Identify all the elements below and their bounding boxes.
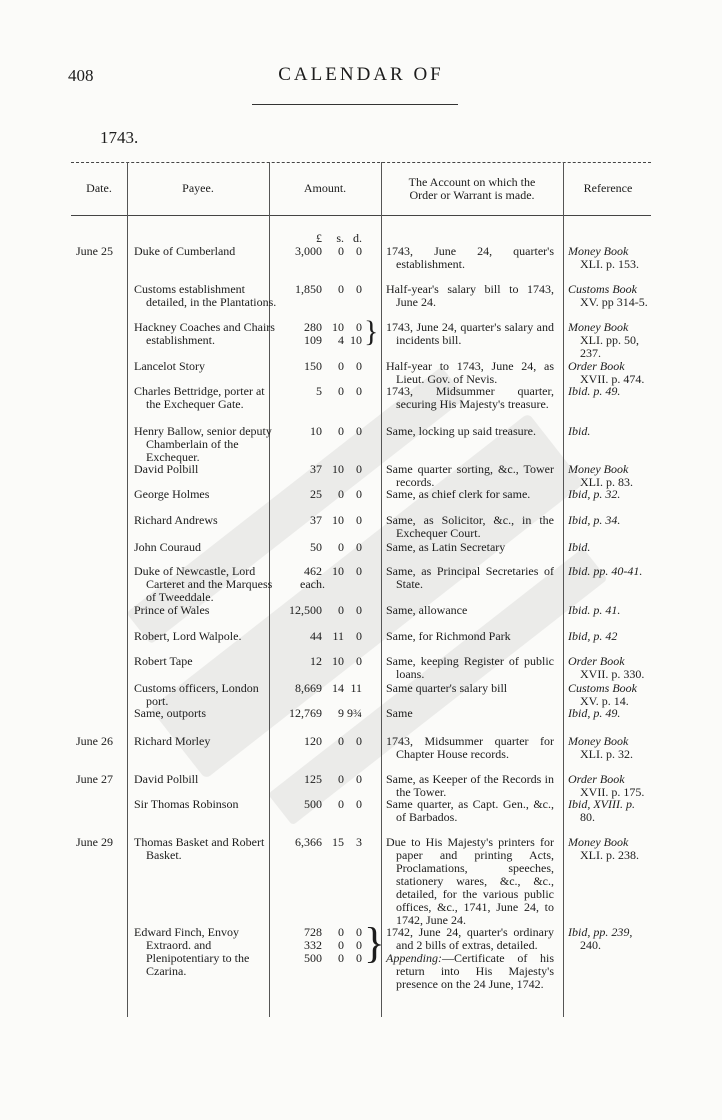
amount-cell [276, 707, 376, 720]
date-cell: June 25 [76, 244, 113, 258]
account-text: Same, as Principal Secretaries of State. [386, 564, 554, 591]
pounds-value: 12,500 [289, 603, 322, 617]
account-text: Same, as Keeper of the Records in the Tower. [386, 772, 554, 799]
reference-cell [568, 463, 656, 489]
amount-line [276, 707, 376, 720]
pence-value: 0 [356, 513, 362, 527]
pence-value: 0 [356, 629, 362, 643]
amount-line [276, 565, 376, 578]
pence-value: 0 [356, 244, 362, 258]
account-text: Same quarter sorting, &c., Tower records. [386, 462, 554, 489]
pence-value: 0 [356, 487, 362, 501]
payee-cell: Richard Morley [134, 734, 211, 748]
pounds-value: 10 [310, 424, 322, 438]
reference-cell [568, 604, 656, 617]
amount-note: each. [300, 577, 325, 591]
shillings-value: 0 [338, 603, 344, 617]
payee-cell: Same, outports [134, 706, 206, 720]
amount-cell [276, 385, 376, 398]
appending-note [386, 952, 554, 991]
reference-cell [568, 926, 656, 952]
reference-cell [568, 283, 656, 309]
running-title: CALENDAR OF [278, 64, 444, 85]
reference-page: XV. p. 14. [580, 694, 629, 708]
account-text: 1743, Midsummer quarter, securing His Majesty's treasure. [386, 384, 554, 411]
reference-cell [568, 245, 656, 271]
amount-line [276, 655, 376, 668]
reference-book: Money Book [568, 320, 629, 334]
account-text: 1742, June 24, quarter's ordinary and 2 bills of extras, detailed. [386, 925, 554, 952]
shillings-value: 10 [332, 564, 344, 578]
reference-cell [568, 798, 656, 824]
column-divider [127, 162, 128, 1017]
pounds-value: 728 [304, 925, 322, 939]
account-cell [386, 926, 554, 991]
amount-cell [276, 655, 376, 668]
shillings-value: 0 [338, 384, 344, 398]
account-text: Same, keeping Register of public loans. [386, 654, 554, 681]
table-header-rule [71, 215, 651, 216]
reference-cell [568, 836, 656, 862]
amount-cell [276, 926, 376, 965]
pounds-value: 500 [304, 797, 322, 811]
pounds-value: 462 [304, 564, 322, 578]
reference-cell [568, 565, 656, 578]
amount-cell [276, 283, 376, 296]
pence-value: 0 [356, 540, 362, 554]
pence-value: 0 [356, 282, 362, 296]
pounds-value: 37 [310, 462, 322, 476]
pounds-value: 50 [310, 540, 322, 554]
pounds-value: 8,669 [295, 681, 322, 695]
appending-text: —Certificate of his return into His Majesty's presence on the 24 June, 1742. [396, 951, 554, 991]
account-cell [386, 655, 554, 681]
amount-cell [276, 604, 376, 617]
amount-cell [276, 735, 376, 748]
shillings-value: 0 [338, 487, 344, 501]
reference-page: XLI. p. 153. [580, 257, 639, 271]
reference-page: XVII. p. 175. [580, 785, 645, 799]
shillings-value: 0 [338, 951, 344, 965]
brace-mark: } [364, 920, 385, 967]
pence-value: 0 [356, 772, 362, 786]
pounds-value: 6,366 [295, 835, 322, 849]
payee-cell: George Holmes [134, 487, 210, 501]
reference-book: Order Book [568, 772, 625, 786]
header-account-line-1: The Account on which the [408, 174, 536, 189]
account-text: Same, as Latin Secretary [386, 540, 506, 554]
reference-cell [568, 425, 656, 438]
shillings-value: 0 [338, 938, 344, 952]
column-divider [381, 162, 382, 1017]
reference-cell [568, 514, 656, 527]
amount-cell [276, 836, 376, 849]
pence-value: 0 [356, 951, 362, 965]
amount-line [276, 360, 376, 373]
shillings-value: 10 [332, 462, 344, 476]
pounds-value: 12 [310, 654, 322, 668]
amount-line [276, 385, 376, 398]
shillings-value: 0 [338, 734, 344, 748]
account-cell [386, 735, 554, 761]
shillings-value: 0 [338, 359, 344, 373]
pence-value: 0 [356, 384, 362, 398]
amount-cell [276, 245, 376, 258]
pounds-value: 1,850 [295, 282, 322, 296]
amount-cell [276, 321, 376, 347]
account-cell [386, 798, 554, 824]
pence-value: 0 [356, 462, 362, 476]
pence-value: 3 [356, 835, 362, 849]
account-text: 1743, June 24, quarter's salary and incidents bill. [386, 320, 554, 347]
amount-line [276, 952, 376, 965]
page-number: 408 [68, 66, 94, 85]
pounds-value: 150 [304, 359, 322, 373]
pence-value: 0 [356, 925, 362, 939]
reference-cell [568, 707, 656, 720]
shillings-value: 0 [338, 925, 344, 939]
payee-cell: Richard Andrews [134, 513, 218, 527]
reference-book: Order Book [568, 359, 625, 373]
reference-cell [568, 488, 656, 501]
pence-value: 11 [350, 681, 362, 695]
pounds-value: 37 [310, 513, 322, 527]
title-rule [252, 104, 458, 105]
column-divider [563, 162, 564, 1017]
header-payee: Payee. [182, 181, 214, 195]
shillings-value: 9 [338, 706, 344, 720]
reference-book: Ibid. [568, 540, 591, 554]
reference-book: Ibid, p. 32. [568, 487, 621, 501]
amount-cell [276, 630, 376, 643]
pounds-value: 12,769 [289, 706, 322, 720]
account-text: Half-year to 1743, June 24, as Lieut. Gov. of Nevis. [386, 359, 554, 386]
pounds-value: 120 [304, 734, 322, 748]
pence-value: 0 [356, 797, 362, 811]
account-cell [386, 541, 554, 554]
account-cell [386, 425, 554, 438]
pounds-value: 109 [304, 333, 322, 347]
pounds-value: 500 [304, 951, 322, 965]
pence-value: 10 [350, 333, 362, 347]
pence-value: 0 [356, 564, 362, 578]
date-cell: June 27 [76, 772, 113, 786]
amount-cell [276, 425, 376, 438]
payee-cell: Henry Ballow, senior deputy Chamberlain of the Exchequer. [134, 424, 272, 464]
reference-page: XLI. p. 32. [580, 747, 633, 761]
brace-mark: } [364, 315, 379, 348]
payee-cell: Hackney Coaches and Chairs establishment. [134, 320, 275, 347]
payee-cell: Customs officers, London port. [134, 681, 259, 708]
header-account [381, 162, 563, 215]
header-date: Date. [86, 181, 112, 195]
shillings-value: 10 [332, 513, 344, 527]
reference-book: Ibid, XVIII. p. [568, 797, 635, 811]
amount-line [276, 425, 376, 438]
payee-cell: Lancelot Story [134, 359, 205, 373]
reference-book: Customs Book [568, 681, 637, 695]
pounds-unit: £ [316, 231, 322, 245]
reference-cell [568, 682, 656, 708]
shillings-value: 10 [332, 654, 344, 668]
pence-value: 0 [356, 359, 362, 373]
reference-book: Money Book [568, 734, 629, 748]
pence-value: 0 [356, 320, 362, 334]
payee-cell: Prince of Wales [134, 603, 210, 617]
shillings-value: 0 [338, 797, 344, 811]
account-cell [386, 385, 554, 411]
shillings-value: 14 [332, 681, 344, 695]
pounds-value: 280 [304, 320, 322, 334]
shillings-value: 0 [338, 772, 344, 786]
account-text: Same [386, 706, 413, 720]
account-text: Half-year's salary bill to 1743, June 24. [386, 282, 554, 309]
reference-cell [568, 735, 656, 761]
pounds-value: 125 [304, 772, 322, 786]
reference-book: Ibid. pp. 40-41. [568, 564, 643, 578]
reference-page: XLI. pp. 50, 237. [580, 333, 639, 360]
date-cell: June 26 [76, 734, 113, 748]
reference-book: Ibid. p. 41. [568, 603, 621, 617]
shillings-value: 4 [338, 333, 344, 347]
reference-book: Ibid, p. 42 [568, 629, 618, 643]
pence-value: 0 [356, 603, 362, 617]
payee-cell: David Polbill [134, 772, 199, 786]
reference-book: Order Book [568, 654, 625, 668]
reference-book: Ibid. p. 49. [568, 384, 621, 398]
reference-cell [568, 630, 656, 643]
shillings-value: 0 [338, 424, 344, 438]
account-cell [386, 245, 554, 271]
amount-line [276, 836, 376, 849]
reference-page: XLI. p. 83. [580, 475, 633, 489]
amount-line [276, 773, 376, 786]
account-text: Same, allowance [386, 603, 468, 617]
reference-page: XVII. p. 330. [580, 667, 645, 681]
account-text: Same quarter, as Capt. Gen., &c., of Barbados. [386, 797, 554, 824]
appending-label: Appending: [386, 951, 442, 965]
amount-line [276, 488, 376, 501]
reference-page: 80. [580, 810, 595, 824]
account-cell [386, 321, 554, 347]
amount-line [276, 514, 376, 527]
payee-cell: Robert, Lord Walpole. [134, 629, 242, 643]
account-cell [386, 604, 554, 617]
pounds-value: 332 [304, 938, 322, 952]
shillings-value: 10 [332, 320, 344, 334]
account-cell [386, 514, 554, 540]
payee-cell: Thomas Basket and Robert Basket. [134, 835, 265, 862]
amount-line [276, 541, 376, 554]
payee-cell: Duke of Newcastle, Lord Carteret and the Marquess of Tweeddale. [134, 564, 273, 604]
account-cell [386, 463, 554, 489]
header-amount: Amount. [303, 181, 347, 195]
payee-cell: John Couraud [134, 540, 201, 554]
reference-book: Ibid, pp. 239, [568, 925, 633, 939]
amount-cell [276, 682, 376, 695]
pence-value: 0 [356, 938, 362, 952]
reference-book: Ibid, p. 34. [568, 513, 621, 527]
amount-line [276, 604, 376, 617]
amount-line [276, 245, 376, 258]
account-cell [386, 773, 554, 799]
account-text: Same quarter's salary bill [386, 681, 508, 695]
account-cell [386, 283, 554, 309]
account-text: 1743, June 24, quarter's establishment. [386, 244, 554, 271]
amount-cell [276, 565, 376, 591]
pence-value: 0 [356, 734, 362, 748]
reference-book: Money Book [568, 244, 629, 258]
account-text: Same, for Richmond Park [386, 629, 511, 643]
reference-book: Customs Book [568, 282, 637, 296]
pounds-value: 25 [310, 487, 322, 501]
shillings-value: 0 [338, 244, 344, 258]
shillings-value: 15 [332, 835, 344, 849]
shillings-value: 0 [338, 540, 344, 554]
amount-line [276, 463, 376, 476]
pounds-value: 3,000 [295, 244, 322, 258]
payee-cell: Duke of Cumberland [134, 244, 236, 258]
amount-cell [276, 773, 376, 786]
reference-book: Money Book [568, 462, 629, 476]
account-cell [386, 360, 554, 386]
payee-cell: Robert Tape [134, 654, 193, 668]
account-cell [386, 836, 554, 927]
amount-cell [276, 514, 376, 527]
shillings-unit: s. [336, 231, 344, 245]
year-heading: 1743. [100, 128, 139, 147]
pence-value: 0 [356, 424, 362, 438]
account-cell [386, 630, 554, 643]
reference-page: XV. pp 314-5. [580, 295, 648, 309]
reference-cell [568, 385, 656, 398]
reference-book: Ibid, p. 49. [568, 706, 621, 720]
payee-cell: Edward Finch, Envoy Extraord. and Plenipotentiary to the Czarina. [134, 925, 250, 978]
shillings-value: 0 [338, 282, 344, 296]
amount-line [276, 283, 376, 296]
pence-value: 0 [356, 654, 362, 668]
amount-line [276, 682, 376, 695]
reference-cell [568, 655, 656, 681]
amount-line [276, 334, 376, 347]
amount-cell [276, 360, 376, 373]
pence-unit: d. [353, 231, 362, 245]
shillings-value: 11 [332, 629, 344, 643]
account-text: Same, as Solicitor, &c., in the Exchequer Court. [386, 513, 554, 540]
reference-page: XLI. p. 238. [580, 848, 639, 862]
payee-cell: Charles Bettridge, porter at the Exchequer Gate. [134, 384, 265, 411]
amount-line [276, 735, 376, 748]
pence-value: 9¾ [347, 706, 362, 720]
reference-cell [568, 773, 656, 799]
reference-page: 240. [580, 938, 601, 952]
date-cell: June 29 [76, 835, 113, 849]
reference-cell [568, 541, 656, 554]
amount-cell [276, 463, 376, 476]
account-cell [386, 682, 554, 695]
reference-book: Money Book [568, 835, 629, 849]
account-cell [386, 707, 554, 720]
header-reference: Reference [583, 181, 633, 195]
payee-cell: Customs establishment detailed, in the Plantations. [134, 282, 277, 309]
reference-book: Ibid. [568, 424, 591, 438]
account-cell [386, 565, 554, 591]
account-cell [386, 488, 554, 501]
amount-line [276, 798, 376, 811]
reference-cell [568, 360, 656, 386]
account-text: Same, as chief clerk for same. [386, 487, 531, 501]
account-text: Same, locking up said treasure. [386, 424, 536, 438]
reference-cell [568, 321, 656, 360]
amount-cell [276, 541, 376, 554]
amount-cell [276, 798, 376, 811]
reference-page: XVII. p. 474. [580, 372, 645, 386]
header-account-line-2: Order or Warrant is made. [409, 187, 535, 202]
pounds-value: 44 [310, 629, 322, 643]
payee-cell: David Polbill [134, 462, 199, 476]
pounds-value: 5 [316, 384, 322, 398]
amount-line [276, 630, 376, 643]
payee-cell: Sir Thomas Robinson [134, 797, 239, 811]
amount-cell [276, 488, 376, 501]
account-text: 1743, Midsummer quarter for Chapter House records. [386, 734, 554, 761]
account-text: Due to His Majesty's printers for paper and printing Acts, Proclamations, speeches, stationery wares, &c., &c., detailed, for the various public offices, &c., 1741, June 24, to 1742, June 24. [386, 835, 554, 927]
